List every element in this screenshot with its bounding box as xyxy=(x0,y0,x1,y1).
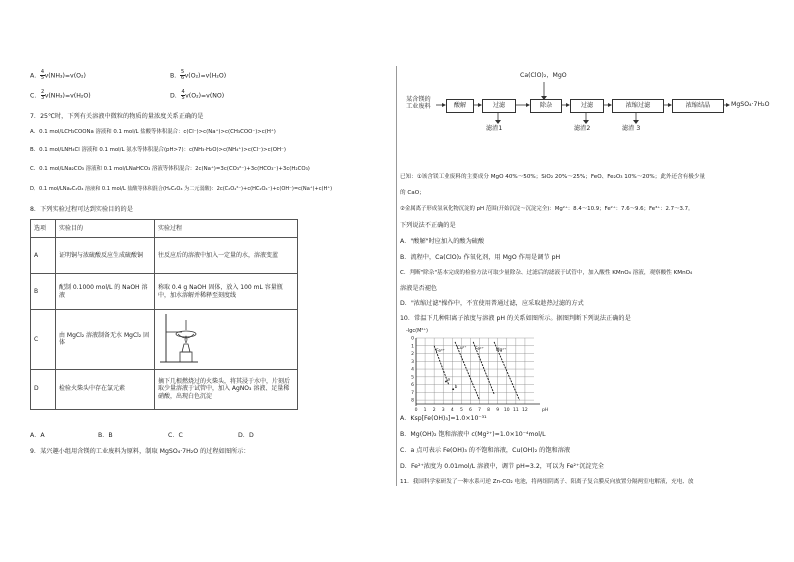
y-tick-label: 4 xyxy=(411,367,414,373)
x-tick-label: 9 xyxy=(496,408,500,413)
q7-option-c: C．0.1 mol/LNa₂CO₃ 溶液和 0.1 mol/LNaHCO₃ 溶液等体积混合：2c(Na⁺)=3c(CO₃²⁻)+3c(HCO₃⁻)+3c(H₂CO₃) xyxy=(30,166,310,172)
data-point-label: b xyxy=(454,384,458,390)
experiment-table xyxy=(30,219,298,410)
ph-concentration-chart xyxy=(402,334,552,414)
x-tick-label: 6 xyxy=(469,408,472,413)
x-axis-unit: pH xyxy=(542,408,549,413)
q7-stem: 7．25℃时，下列有关溶液中微粒的物质的量浓度关系正确的是 xyxy=(30,113,204,120)
q8-option-d: D．D xyxy=(238,432,254,439)
table-cell: 摘下几根燃烧过的火柴头，将其浸于水中，片刻后取少量溶液于试管中，加入 AgNO₃ 溶液、足量稀硝酸，出现白色沉淀 xyxy=(155,369,298,409)
q9-stem: 9．某兴趣小组用含镁的工业废料为原料，制取 MgSO₄·7H₂O 的过程如图所示： xyxy=(30,448,250,455)
q10-option-d: D．Fe²⁺浓度为 0.01mol/L 溶液中，调节 pH=3.2，可以为 Fe²⁺沉淀完全 xyxy=(400,463,604,470)
fraction: $\frac{5}{6}$ xyxy=(180,69,185,81)
x-tick-label: 8 xyxy=(487,408,491,413)
flow-step-box: 酸解 xyxy=(446,99,474,113)
y-tick-label: 2 xyxy=(411,352,414,358)
y-tick-label: 7 xyxy=(411,390,414,396)
q8-stem: 8．下列实验过程可达到实验目的的是 xyxy=(30,206,133,213)
x-tick-label: 2 xyxy=(432,408,436,413)
y-tick-label: 0 xyxy=(411,336,414,342)
y-tick-label: 3 xyxy=(411,359,414,365)
table-header-cell: 实验过程 xyxy=(155,220,298,238)
table-cell: C xyxy=(31,310,56,370)
x-tick-label: 11 xyxy=(512,408,519,413)
chart-y-label: -lgc(M²⁺) xyxy=(406,328,428,334)
table-cell: D xyxy=(31,369,56,409)
table-cell: 称取 0.4 g NaOH 固体，放入 100 mL 容量瓶中，加水溶解并稀释至刻度线 xyxy=(155,274,298,310)
q7-option-d: D．0.1 mol/LNa₂C₂O₄ 溶液和 0.1 mol/L 盐酸等体积混合(H₂C₂O₄ 为二元弱酸)：2c(C₂O₄²⁻)+c(HC₂O₄⁻)+c(OH⁻)=c(Na⁺)+c(H⁺) xyxy=(30,186,333,192)
series-label: Cu²⁺ xyxy=(457,344,467,350)
flow-step-box: 浓缩过滤 xyxy=(612,99,664,113)
x-tick-label: 1 xyxy=(423,408,427,413)
heating-apparatus-icon xyxy=(158,312,208,364)
y-tick-label: 6 xyxy=(411,383,414,389)
flow-step-box: 过滤 xyxy=(570,99,604,113)
known-condition-2: ②金属离子形成氢氧化物沉淀的 pH 范围(开始沉淀～沉淀完全)：Mg²⁺：8.4～10.9；Fe²⁺：7.6～9.6；Fe³⁺：2.7～3.7。 xyxy=(400,206,694,212)
x-tick-label: 3 xyxy=(441,408,445,413)
q11-stem: 11．我国科学家研发了一种水系可逆 Zn-CO₂ 电池，将两组阴离子、阳离子复合膜反向放置分隔两室电解液，充电、放 xyxy=(400,479,694,485)
flow-residue-label: 滤渣2 xyxy=(574,125,591,132)
q9-prompt: 下列说法不正确的是 xyxy=(400,222,456,229)
table-header-row xyxy=(31,220,298,238)
q9-option-d: D．"浓缩过滤"操作中，不宜使用普通过滤，应采取趁热过滤的方式 xyxy=(400,300,584,307)
q10-stem: 10．常温下几种阳离子浓度与溶液 pH 的关系如图所示。据图判断下列说法正确的是 xyxy=(400,315,631,322)
flow-product-label: MgSO₄·7H₂O xyxy=(731,101,770,108)
fraction: $\frac{2}{3}$ xyxy=(41,89,45,101)
x-tick-label: 10 xyxy=(503,408,510,413)
q7-option-b: B．0.1 mol/LNH₄Cl 溶液和 0.1 mol/L 氨水等体积混合(pH>7)：c(NH₃·H₂O)>c(NH₄⁺)>c(Cl⁻)>c(OH⁻) xyxy=(30,147,286,153)
flow-residue-label: 滤渣 3 xyxy=(622,125,641,132)
x-tick-label: 5 xyxy=(459,408,463,413)
fraction: $\frac{4}{5}$ xyxy=(181,89,185,101)
data-point-label: a xyxy=(447,376,450,382)
flow-start-label: 某含镁的工业废料 xyxy=(406,96,431,111)
known-condition-1-cont: 的 CaO； xyxy=(400,190,425,196)
q9-option-c: C．判断"除杂"基本完成的检验方法可取少量除杂、过滤后的滤液于试管中，加入酸性 KMnO₄ 溶液，观察酸性 KMnO₄ xyxy=(400,270,693,276)
y-tick-label: 5 xyxy=(411,375,414,381)
table-row xyxy=(31,238,298,274)
flow-step-box: 过滤 xyxy=(482,99,516,113)
q6-option-c: C． $\frac{2}{3}$ v(NH₃)=v(H₂O) xyxy=(30,89,91,101)
x-tick-label: 0 xyxy=(414,408,418,413)
table-header-cell: 选项 xyxy=(31,220,56,238)
series-label: Fe²⁺ xyxy=(475,345,484,351)
table-cell: B xyxy=(31,274,56,310)
q9-option-c-cont: 溶液是否褪色 xyxy=(400,285,438,292)
flow-reagent-label: Ca(ClO)₂，MgO xyxy=(520,72,567,79)
q7-option-a: A．0.1 mol/LCH₃COONa 溶液和 0.1 mol/L 盐酸等体积混合：c(Cl⁻)>c(Na⁺)>c(CH₃COO⁻)>c(H⁺) xyxy=(30,129,276,135)
q9-option-a: A．"酸解"时应加入的酸为硫酸 xyxy=(400,238,485,245)
table-cell: 往反应后的溶液中加入一定量的水，溶液变蓝 xyxy=(155,238,298,274)
table-cell xyxy=(155,310,298,370)
x-tick-label: 12 xyxy=(522,408,528,413)
table-cell: 配制 0.1000 mol/L 的 NaOH 溶液 xyxy=(56,274,155,310)
q8-option-b: B．B xyxy=(98,432,113,439)
series-label: Mg²⁺ xyxy=(496,346,507,352)
q10-option-a: A．Ksp[Fe(OH)₃]=1.0×10⁻³¹ xyxy=(400,415,487,422)
table-row xyxy=(31,310,298,370)
q8-option-c: C．C xyxy=(168,432,183,439)
q6-option-a: A． $\frac{4}{5}$ v(NH₃)=v(O₂) xyxy=(30,69,86,81)
q10-option-b: B．Mg(OH)₂ 饱和溶液中 c(Mg²⁺)=1.0×10⁻⁴mol/L xyxy=(400,431,546,438)
x-tick-label: 7 xyxy=(478,408,481,413)
q8-option-a: A．A xyxy=(30,432,45,439)
q6-option-d: D． $\frac{4}{5}$ v(O₂)=v(NO) xyxy=(170,89,225,101)
x-tick-label: 4 xyxy=(450,408,454,413)
table-cell: 证明铜与浓硫酸反应生成硫酸铜 xyxy=(56,238,155,274)
table-row xyxy=(31,274,298,310)
flow-step-box: 除杂 xyxy=(530,99,562,113)
q6-option-b: B． $\frac{5}{6}$ v(O₂)=v(H₂O) xyxy=(170,69,227,81)
flow-step-box: 浓缩结晶 xyxy=(672,99,724,113)
table-cell: 检验火柴头中存在氯元素 xyxy=(56,369,155,409)
column-divider xyxy=(396,66,397,486)
y-tick-label: 1 xyxy=(411,344,414,350)
q10-option-c: C．a 点可表示 Fe(OH)₃ 的不饱和溶液，Cu(OH)₂ 的饱和溶液 xyxy=(400,447,571,454)
table-cell: 由 MgCl₂ 溶液制备无水 MgCl₂ 固体 xyxy=(56,310,155,370)
series-label: Fe³⁺ xyxy=(436,347,445,353)
fraction: $\frac{4}{5}$ xyxy=(40,69,45,81)
y-tick-label: 8 xyxy=(411,398,414,404)
table-cell: A xyxy=(31,238,56,274)
flow-residue-label: 滤渣1 xyxy=(486,125,503,132)
table-header-cell: 实验目的 xyxy=(56,220,155,238)
table-row xyxy=(31,369,298,409)
known-condition-1: 已知：①该含镁工业废料的主要成分 MgO 40%～50%；SiO₂ 20%～25%；FeO、Fe₂O₃ 10%～20%；此外还含有极少量 xyxy=(400,174,706,180)
q9-option-b: B．流程中，Ca(ClO)₂ 作氧化剂，用 MgO 作用是调节 pH xyxy=(400,254,561,261)
